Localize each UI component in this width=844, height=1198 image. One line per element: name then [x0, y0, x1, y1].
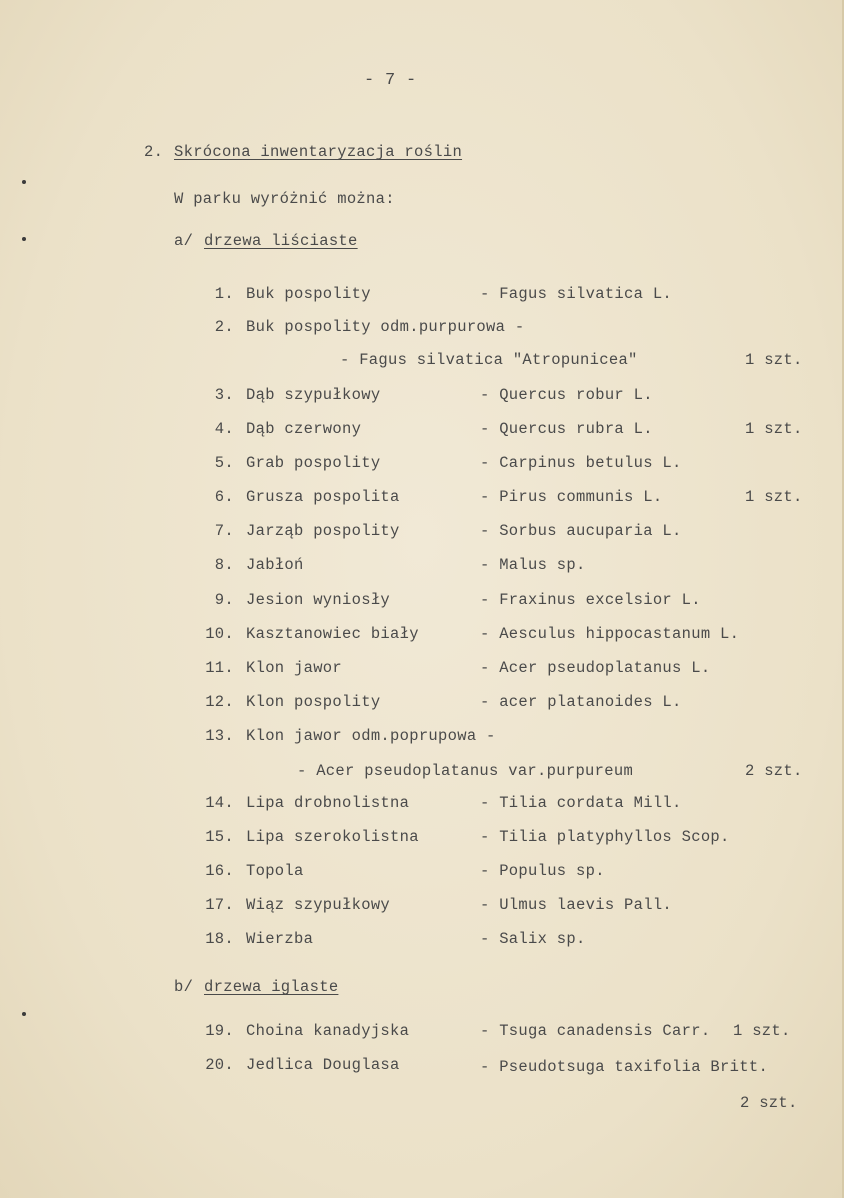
group-b-prefix: b/: [174, 978, 194, 996]
item-latin: - acer platanoides L.: [480, 693, 682, 711]
item-count: 2 szt.: [745, 762, 803, 780]
item-number: 12.: [205, 693, 234, 711]
item-name: Wierzba: [246, 930, 314, 948]
item-number: 2.: [214, 318, 234, 336]
item-count: 1 szt.: [745, 420, 803, 438]
item-latin: - Pirus communis L.: [480, 488, 663, 506]
item-number: 13.: [205, 727, 234, 745]
item-count: 1 szt.: [745, 488, 803, 506]
item-name: Grab pospolity: [246, 454, 381, 472]
scan-speck: [22, 237, 26, 241]
scan-speck: [22, 1012, 26, 1016]
item-latin: - Salix sp.: [480, 930, 586, 948]
item-name: Buk pospolity: [246, 285, 371, 303]
item-name: Jesion wyniosły: [246, 591, 391, 609]
item-number: 18.: [205, 930, 234, 948]
item-name: Wiąz szypułkowy: [246, 896, 391, 914]
item-latin: - Malus sp.: [480, 556, 586, 574]
item-latin: - Fraxinus excelsior L.: [480, 591, 701, 609]
item-latin: - Carpinus betulus L.: [480, 454, 682, 472]
item-name: Jarząb pospolity: [246, 522, 400, 540]
item-number: 17.: [205, 896, 234, 914]
item-latin: - Fagus silvatica L.: [480, 285, 673, 303]
item-latin: - Tsuga canadensis Carr.: [480, 1022, 711, 1040]
item-count: 1 szt.: [745, 351, 803, 369]
item-latin: - Acer pseudoplatanus L.: [480, 659, 711, 677]
item-name: Topola: [246, 862, 304, 880]
item-number: 5.: [214, 454, 234, 472]
item-number: 10.: [205, 625, 234, 643]
item-name: Kasztanowiec biały: [246, 625, 419, 643]
item-count: 1 szt.: [733, 1022, 791, 1040]
item-latin: - Quercus rubra L.: [480, 420, 653, 438]
item-name: Buk pospolity odm.purpurowa -: [246, 318, 525, 336]
item-number: 4.: [214, 420, 234, 438]
item-name: Klon jawor: [246, 659, 343, 677]
item-number: 16.: [205, 862, 234, 880]
intro-text: W parku wyróżnić można:: [174, 190, 395, 208]
item-latin: - Tilia platyphyllos Scop.: [480, 828, 730, 846]
item-number: 14.: [205, 794, 234, 812]
item-number: 8.: [214, 556, 234, 574]
section-title: Skrócona inwentaryzacja roślin: [174, 143, 463, 161]
item-name: Dąb szypułkowy: [246, 386, 381, 404]
item-name: Jedlica Douglasa: [246, 1056, 400, 1074]
group-a-prefix: a/: [174, 232, 194, 250]
item-count: 2 szt.: [740, 1094, 798, 1112]
item-number: 7.: [214, 522, 234, 540]
item-latin: - Tilia cordata Mill.: [480, 794, 682, 812]
item-name: Klon pospolity: [246, 693, 381, 711]
item-name: Grusza pospolita: [246, 488, 400, 506]
item-latin: - Fagus silvatica "Atropunicea": [340, 351, 638, 369]
item-name: Lipa drobnolistna: [246, 794, 410, 812]
group-b-heading: drzewa iglaste: [204, 978, 339, 996]
item-number: 15.: [205, 828, 234, 846]
item-name: Dąb czerwony: [246, 420, 362, 438]
section-number: 2.: [144, 143, 164, 161]
item-number: 9.: [214, 591, 234, 609]
item-number: 19.: [205, 1022, 234, 1040]
item-latin: - Acer pseudoplatanus var.purpureum: [297, 762, 634, 780]
item-number: 6.: [214, 488, 234, 506]
item-name: Lipa szerokolistna: [246, 828, 419, 846]
item-latin: - Aesculus hippocastanum L.: [480, 625, 740, 643]
item-name: Klon jawor odm.poprupowa -: [246, 727, 496, 745]
scan-speck: [22, 180, 26, 184]
item-name: Jabłoń: [246, 556, 304, 574]
item-latin: - Pseudotsuga taxifolia Britt.: [480, 1058, 769, 1076]
item-latin: - Sorbus aucuparia L.: [480, 522, 682, 540]
item-number: 20.: [205, 1056, 234, 1074]
item-number: 1.: [214, 285, 234, 303]
item-number: 3.: [214, 386, 234, 404]
item-latin: - Ulmus laevis Pall.: [480, 896, 673, 914]
page-number: - 7 -: [364, 71, 417, 90]
item-name: Choina kanadyjska: [246, 1022, 410, 1040]
item-number: 11.: [205, 659, 234, 677]
item-latin: - Quercus robur L.: [480, 386, 653, 404]
group-a-heading: drzewa liściaste: [204, 232, 358, 250]
item-latin: - Populus sp.: [480, 862, 605, 880]
